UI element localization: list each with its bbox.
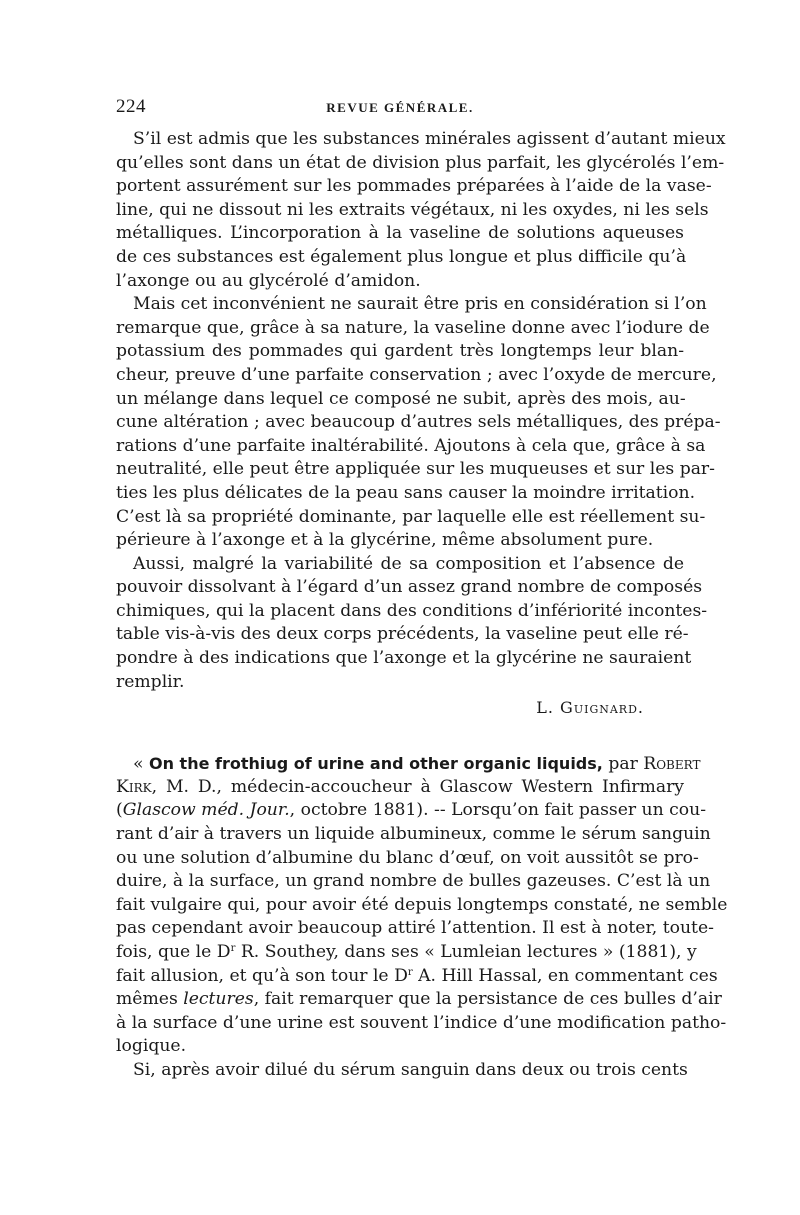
- text-line: remplir.: [116, 671, 185, 692]
- text-line: neutralité, elle peut être appliquée sur les muqueuses et sur les par-: [116, 459, 715, 480]
- text-line: duire, à la surface, un grand nombre de bulles gazeuses. C’est là un: [116, 871, 711, 892]
- text-line: pas cependant avoir beaucoup attiré l’attention. Il est à noter, toute-: [116, 918, 714, 939]
- text-line: [116, 941, 697, 965]
- text-line: cune altération ; avec beaucoup d’autres sels métalliques, des prépa-: [116, 412, 721, 433]
- text-line: line, qui ne dissout ni les extraits végétaux, ni les oxydes, ni les sels: [116, 199, 709, 220]
- text-line: de ces substances est également plus longue et plus difficile qu’à: [116, 246, 687, 267]
- text-line: rations d’une parfaite inaltérabilité. Ajoutons à cela que, grâce à sa: [116, 435, 706, 456]
- text-line: logique.: [116, 1036, 187, 1057]
- text-line: C’est là sa propriété dominante, par laquelle elle est réellement su-: [116, 506, 706, 527]
- text-line: S’il est admis que les substances minérales agissent d’autant mieux: [133, 129, 726, 149]
- author-first-name: Robert: [643, 754, 701, 775]
- running-title: REVUE GÉNÉRALE.: [326, 100, 474, 115]
- section-gap: [116, 722, 684, 752]
- text-line: [116, 799, 707, 823]
- body-text: [116, 128, 728, 1083]
- text-segment: fois, que le D: [116, 942, 231, 962]
- text-line: un mélange dans lequel ce composé ne subit, après des mois, au-: [116, 388, 686, 409]
- text-line: périeure à l’axonge et à la glycérine, même absolument pure.: [116, 530, 654, 551]
- text-line: potassium des pommades qui gardent très longtemps leur blan-: [116, 341, 684, 362]
- text-line: remarque que, grâce à sa nature, la vaseline donne avec l’iodure de: [116, 317, 710, 338]
- signature: [116, 694, 684, 722]
- text-line: portent assurément sur les pommades préparées à l’aide de la vase-: [116, 176, 712, 197]
- text-line: table vis-à-vis des deux corps précédents, la vaseline peut elle ré-: [116, 624, 689, 645]
- text-line: cheur, preuve d’une parfaite conservation ; avec l’oxyde de mercure,: [116, 364, 717, 385]
- text-line: fait vulgaire qui, pour avoir été depuis longtemps constaté, ne semble: [116, 894, 728, 915]
- text-line: [116, 988, 722, 1012]
- text-line: qu’elles sont dans un état de division plus parfait, les glycérolés l’em-: [116, 152, 725, 173]
- text-line: pouvoir dissolvant à l’égard d’un assez grand nombre de composés: [116, 577, 703, 598]
- journal-details: , octobre 1881). -- Lorsqu’on fait passer un cou-: [289, 800, 707, 821]
- text-segment: R. Southey, dans ses « Lumleian lectures » (1881), y: [235, 942, 697, 962]
- open-quote: «: [133, 754, 144, 775]
- text-line: [116, 776, 684, 800]
- journal-name: Glascow méd. Jour.: [122, 800, 290, 821]
- text-line: l’axonge ou au glycérolé d’amidon.: [116, 270, 421, 291]
- text-line: Mais cet inconvénient ne saurait être pris en considération si l’on: [133, 294, 707, 315]
- superscript: r: [230, 943, 236, 954]
- text-line: chimiques, qui la placent dans des conditions d’infériorité incontes-: [116, 600, 708, 621]
- text-line: ou une solution d’albumine du blanc d’œuf, on voit aussitôt se pro-: [116, 847, 699, 868]
- text-segment: A. Hill Hassal, en commentant ces: [412, 965, 718, 986]
- page-number: 224: [116, 96, 146, 117]
- text-line: à la surface d’une urine est souvent l’indice d’une modification patho-: [116, 1012, 727, 1033]
- author-details: , M. D., médecin-accoucheur à Glascow Western Infirmary: [151, 776, 684, 797]
- text-line: métalliques. L’incorporation à la vaseline de solutions aqueuses: [116, 223, 684, 244]
- text-line: [116, 965, 718, 989]
- text-line: pondre à des indications que l’axonge et la glycérine ne sauraient: [116, 648, 692, 669]
- open-paren: (: [116, 800, 123, 821]
- text-segment: , fait remarquer que la persistance de ces bulles d’air: [253, 989, 722, 1010]
- text-line: Aussi, malgré la variabilité de sa composition et l’absence de: [133, 553, 684, 574]
- superscript: r: [407, 966, 413, 978]
- article-title-line: [116, 752, 701, 776]
- text-line: ties les plus délicates de la peau sans causer la moindre irritation.: [116, 482, 696, 503]
- text-segment: fait allusion, et qu’à son tour le D: [116, 965, 408, 986]
- author-last-name: Kirk: [116, 776, 152, 797]
- signature-text: L. Guignard.: [536, 698, 644, 718]
- article-by: par: [608, 754, 638, 775]
- italic-text: lectures: [183, 989, 254, 1010]
- page-header: [116, 96, 684, 122]
- text-segment: mêmes: [116, 989, 184, 1010]
- text-line: Si, après avoir dilué du sérum sanguin dans deux ou trois cents: [133, 1059, 688, 1080]
- text-line: rant d’air à travers un liquide albumineux, comme le sérum sanguin: [116, 824, 711, 845]
- article-title: On the frothiug of urine and other organic liquids,: [148, 754, 603, 774]
